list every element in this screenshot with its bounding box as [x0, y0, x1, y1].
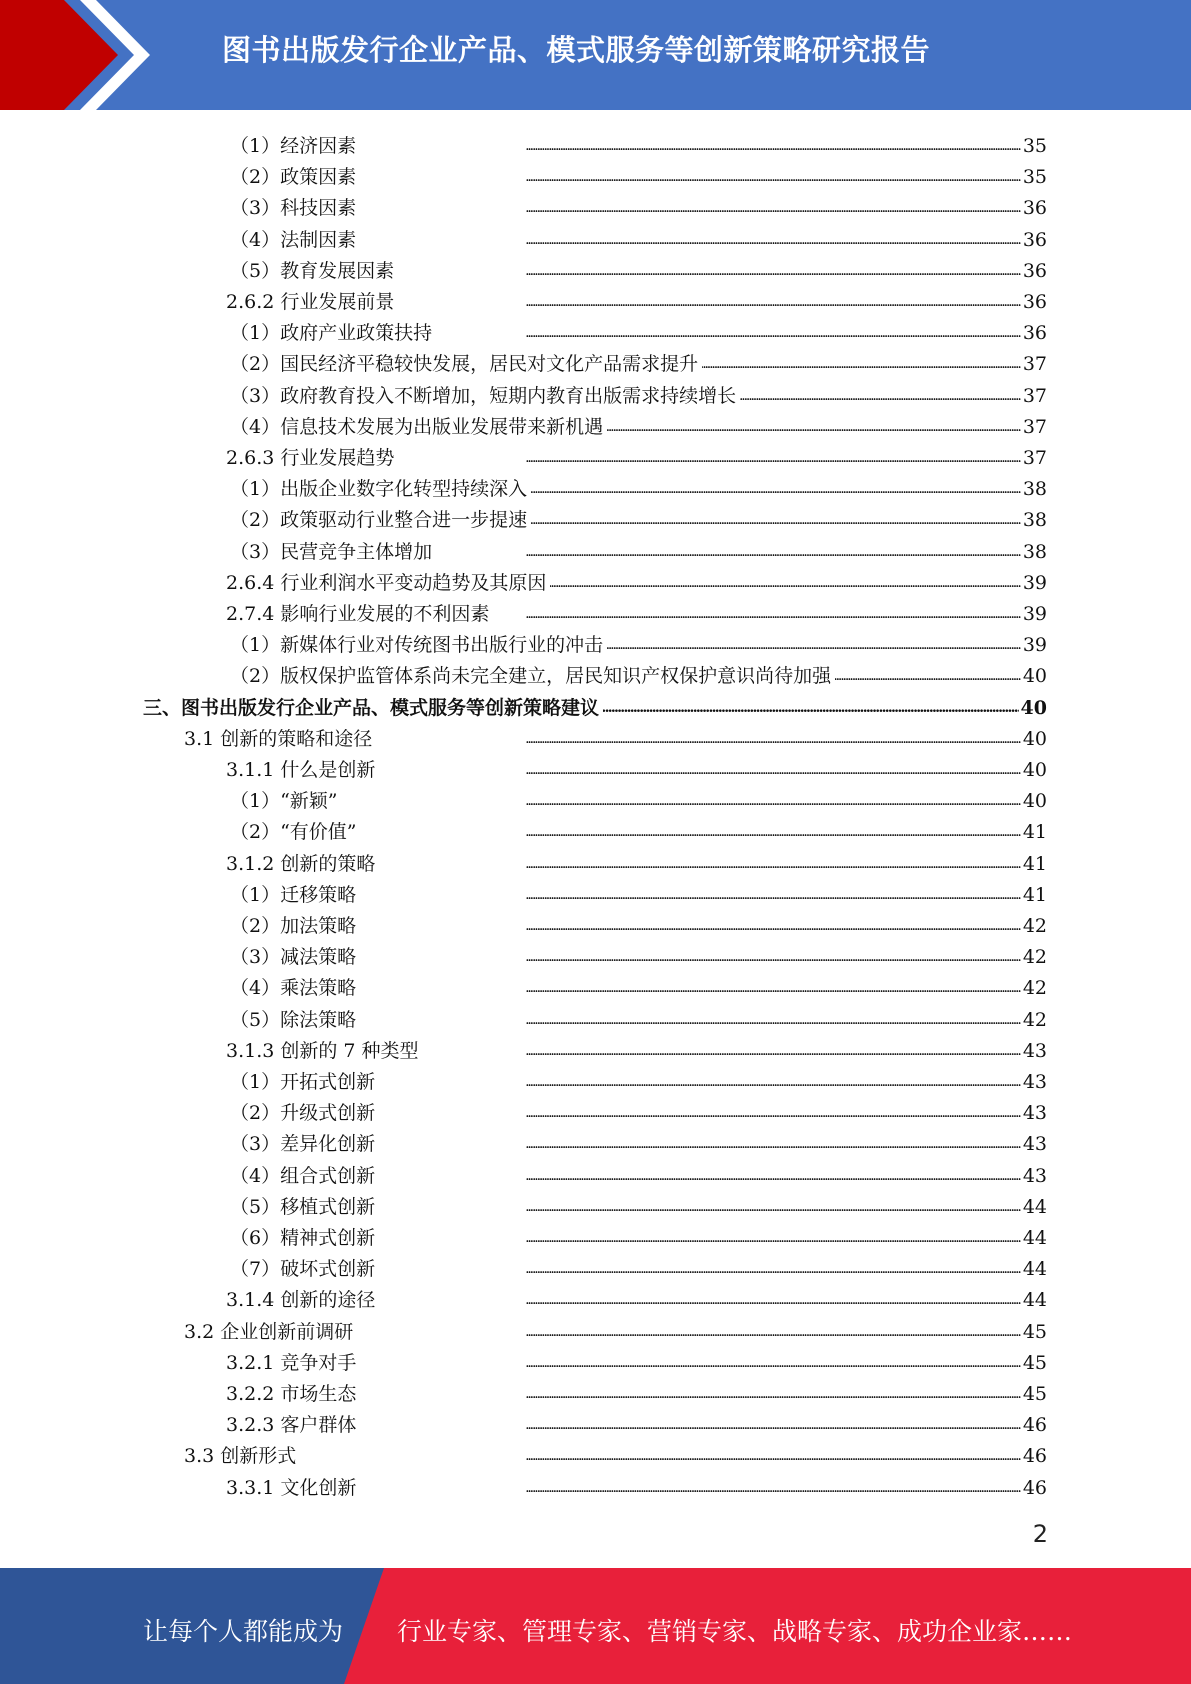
toc-entry-page: 37	[1022, 384, 1047, 407]
toc-dot-leader	[607, 633, 1021, 657]
toc-dot-leader	[379, 758, 1020, 782]
toc-entry-page: 45	[1022, 1320, 1047, 1343]
toc-dot-leader	[360, 976, 1021, 1000]
toc-entry-page: 44	[1022, 1289, 1047, 1312]
footer-slogan-right: 行业专家、管理专家、营销专家、战略专家、成功企业家……	[397, 1617, 1073, 1646]
toc-entry-title: （1）政府产业政策扶持	[230, 322, 433, 345]
toc-entry-title: （1）开拓式创新	[230, 1071, 376, 1093]
toc-entry-title: （3）差异化创新	[230, 1133, 376, 1156]
toc-entry-page: 41	[1022, 852, 1047, 875]
report-title: 图书出版发行企业产品、模式服务等创新策略研究报告	[222, 33, 931, 67]
toc-entry-page: 43	[1022, 1071, 1047, 1093]
toc-dot-leader	[379, 1070, 1021, 1094]
toc-entry-page: 42	[1022, 946, 1047, 969]
toc-entry-title: （3）民营竞争主体增加	[230, 540, 433, 563]
toc-entry-page: 46	[1022, 1445, 1047, 1468]
toc-entry[interactable]	[226, 845, 1047, 876]
toc-entry[interactable]	[184, 1313, 1047, 1344]
toc-dot-leader	[360, 228, 1021, 252]
toc-entry-page: 43	[1022, 1102, 1047, 1125]
toc-dot-leader	[360, 1413, 1020, 1437]
toc-entry-title: （2）政策因素	[230, 166, 357, 189]
toc-entry[interactable]	[230, 127, 1047, 158]
toc-entry-page: 35	[1022, 135, 1047, 157]
toc-dot-leader	[360, 1476, 1020, 1500]
toc-entry-page: 38	[1022, 478, 1047, 501]
toc-entry-title: （4）法制因素	[230, 228, 357, 251]
toc-entry-title: （4）乘法策略	[230, 977, 357, 1000]
toc-dot-leader	[436, 540, 1021, 564]
toc-dot-leader	[423, 1039, 1021, 1063]
toc-dot-leader	[379, 1195, 1021, 1219]
toc-dot-leader	[531, 477, 1021, 501]
toc-dot-leader	[360, 165, 1021, 189]
toc-entry-title: （3）科技因素	[230, 197, 357, 220]
toc-entry-title: （2）加法策略	[230, 915, 357, 937]
toc-entry-page: 41	[1022, 821, 1047, 844]
toc-entry[interactable]	[230, 626, 1047, 657]
toc-entry-title: （5）教育发展因素	[230, 259, 395, 282]
toc-entry-title: 2.7.4 影响行业发展的不利因素	[226, 603, 490, 625]
toc-entry[interactable]	[230, 314, 1047, 345]
toc-entry[interactable]	[143, 689, 1047, 720]
toc-entry[interactable]	[230, 533, 1047, 564]
toc-entry-title: （2）国民经济平稳较快发展，居民对文化产品需求提升	[230, 353, 699, 376]
toc-entry[interactable]	[184, 720, 1047, 751]
toc-entry-title: （2）升级式创新	[230, 1102, 376, 1125]
toc-entry-page: 42	[1022, 1008, 1047, 1031]
toc-dot-leader	[603, 696, 1019, 720]
toc-entry-title: 3.3 创新形式	[184, 1445, 297, 1468]
page-header	[0, 0, 1191, 110]
toc-entry[interactable]	[230, 938, 1047, 969]
footer-slogan-left: 让每个人都能成为	[143, 1617, 344, 1646]
header-chevron-icon	[0, 0, 160, 110]
toc-entry-page: 36	[1022, 228, 1047, 251]
toc-entry-page: 45	[1022, 1383, 1047, 1405]
toc-entry[interactable]	[230, 501, 1047, 532]
toc-entry-page: 40	[1022, 665, 1047, 688]
toc-entry-title: （3）政府教育投入不断增加，短期内教育出版需求持续增长	[230, 384, 737, 407]
toc-dot-leader	[360, 134, 1021, 158]
toc-entry-title: （5）移植式创新	[230, 1195, 376, 1218]
toc-entry-page: 40	[1020, 696, 1047, 719]
toc-entry[interactable]	[230, 876, 1047, 907]
toc-dot-leader	[360, 196, 1021, 220]
toc-entry[interactable]	[230, 657, 1047, 688]
toc-entry-title: （1）出版企业数字化转型持续深入	[230, 478, 528, 501]
toc-entry-page: 38	[1022, 509, 1047, 532]
toc-entry[interactable]	[230, 1157, 1047, 1188]
toc-entry-title: 3.1.2 创新的策略	[226, 852, 376, 875]
toc-dot-leader	[379, 1226, 1021, 1250]
toc-entry-page: 37	[1022, 415, 1047, 438]
toc-dot-leader	[376, 727, 1021, 751]
toc-entry-title: 三、图书出版发行企业产品、模式服务等创新策略建议	[143, 696, 600, 719]
toc-entry-title: （7）破坏式创新	[230, 1258, 376, 1281]
toc-entry-page: 41	[1022, 883, 1047, 906]
toc-entry-page: 43	[1022, 1133, 1047, 1156]
toc-entry-page: 46	[1022, 1414, 1047, 1437]
toc-entry-title: （1）迁移策略	[230, 883, 357, 906]
toc-dot-leader	[300, 1444, 1021, 1468]
toc-entry[interactable]	[184, 1437, 1047, 1468]
toc-entry-page: 36	[1022, 322, 1047, 345]
toc-entry[interactable]	[230, 782, 1047, 813]
toc-entry[interactable]	[230, 158, 1047, 189]
toc-dot-leader	[361, 820, 1021, 844]
toc-entry[interactable]	[226, 439, 1047, 470]
toc-entry[interactable]	[226, 1032, 1047, 1063]
toc-entry-title: （5）除法策略	[230, 1008, 357, 1031]
toc-entry[interactable]	[230, 813, 1047, 844]
toc-entry-title: 3.1 创新的策略和途径	[184, 727, 373, 750]
toc-entry[interactable]	[226, 1406, 1047, 1437]
toc-entry-page: 39	[1022, 634, 1047, 657]
toc-dot-leader	[379, 1288, 1020, 1312]
toc-entry-title: 3.2 企业创新前调研	[184, 1320, 354, 1343]
toc-dot-leader	[398, 290, 1020, 314]
toc-entry-page: 39	[1022, 603, 1047, 625]
toc-entry-page: 35	[1022, 166, 1047, 189]
toc-entry-page: 44	[1022, 1195, 1047, 1218]
toc-dot-leader	[360, 883, 1021, 907]
toc-entry-title: 3.2.1 竞争对手	[226, 1351, 357, 1374]
toc-entry[interactable]	[226, 595, 1047, 626]
toc-entry-page: 36	[1022, 197, 1047, 220]
toc-dot-leader	[740, 384, 1021, 408]
toc-dot-leader	[360, 1008, 1021, 1032]
toc-entry[interactable]	[230, 252, 1047, 283]
toc-dot-leader	[357, 1320, 1021, 1344]
toc-entry-title: （4）组合式创新	[230, 1164, 376, 1187]
toc-entry-title: （2）政策驱动行业整合进一步提速	[230, 509, 528, 532]
toc-entry-page: 40	[1022, 790, 1047, 813]
toc-dot-leader	[607, 415, 1021, 439]
toc-dot-leader	[379, 1101, 1021, 1125]
toc-entry-page: 44	[1022, 1227, 1047, 1249]
toc-entry-title: 3.1.4 创新的途径	[226, 1289, 376, 1312]
toc-dot-leader	[379, 1164, 1021, 1188]
toc-entry[interactable]	[230, 1125, 1047, 1156]
toc-dot-leader	[436, 321, 1021, 345]
toc-entry-title: （1）“新颖”	[230, 790, 338, 813]
toc-entry[interactable]	[226, 1281, 1047, 1312]
toc-entry[interactable]	[230, 221, 1047, 252]
toc-entry[interactable]	[226, 564, 1047, 595]
toc-entry[interactable]	[230, 1188, 1047, 1219]
toc-entry[interactable]	[230, 377, 1047, 408]
toc-entry-title: 3.3.1 文化创新	[226, 1476, 357, 1499]
toc-entry[interactable]	[226, 1469, 1047, 1500]
toc-entry-page: 37	[1022, 353, 1047, 376]
page-number: 2	[1032, 1520, 1048, 1548]
toc-entry[interactable]	[230, 408, 1047, 439]
toc-entry-title: （6）精神式创新	[230, 1227, 376, 1249]
toc-dot-leader	[360, 1382, 1020, 1406]
toc-dot-leader	[379, 1132, 1021, 1156]
toc-entry-page: 40	[1022, 727, 1047, 750]
toc-entry-title: （2）版权保护监管体系尚未完全建立，居民知识产权保护意识尚待加强	[230, 665, 832, 688]
toc-entry[interactable]	[226, 283, 1047, 314]
toc-entry-title: 2.6.3 行业发展趋势	[226, 447, 395, 469]
toc-entry-page: 39	[1022, 571, 1047, 594]
toc-dot-leader	[550, 571, 1020, 595]
toc-entry-page: 38	[1022, 540, 1047, 563]
toc-entry-title: 3.2.2 市场生态	[226, 1383, 357, 1405]
toc-entry-title: 3.1.1 什么是创新	[226, 759, 376, 781]
toc-dot-leader	[360, 914, 1021, 938]
toc-dot-leader	[835, 664, 1021, 688]
toc-entry[interactable]	[226, 751, 1047, 782]
toc-entry[interactable]	[226, 1375, 1047, 1406]
toc-dot-leader	[398, 259, 1021, 283]
toc-dot-leader	[342, 789, 1021, 813]
toc-entry[interactable]	[230, 1250, 1047, 1281]
toc-entry[interactable]	[230, 470, 1047, 501]
toc-entry-title: （4）信息技术发展为出版业发展带来新机遇	[230, 415, 604, 438]
toc-entry-page: 36	[1022, 291, 1047, 313]
toc-entry-page: 37	[1022, 447, 1047, 469]
toc-dot-leader	[379, 1257, 1021, 1281]
toc-dot-leader	[360, 1351, 1020, 1375]
toc-entry-page: 43	[1022, 1164, 1047, 1187]
toc-entry-title: （1）新媒体行业对传统图书出版行业的冲击	[230, 634, 604, 657]
toc-entry[interactable]	[230, 969, 1047, 1000]
toc-entry[interactable]	[230, 345, 1047, 376]
toc-entry[interactable]	[230, 1219, 1047, 1250]
toc-entry[interactable]	[230, 1001, 1047, 1032]
toc-entry[interactable]	[226, 1344, 1047, 1375]
toc-entry[interactable]	[230, 1063, 1047, 1094]
toc-entry-page: 44	[1022, 1258, 1047, 1281]
toc-entry-page: 42	[1022, 977, 1047, 1000]
toc-entry-page: 43	[1022, 1039, 1047, 1062]
toc-entry-page: 40	[1022, 759, 1047, 781]
toc-entry-page: 36	[1022, 259, 1047, 282]
toc-entry-page: 42	[1022, 915, 1047, 937]
toc-entry-page: 46	[1022, 1476, 1047, 1499]
toc-entry[interactable]	[230, 907, 1047, 938]
toc-entry-title: （1）经济因素	[230, 135, 357, 157]
toc-dot-leader	[702, 352, 1021, 376]
toc-dot-leader	[398, 446, 1020, 470]
toc-entry-page: 45	[1022, 1351, 1047, 1374]
toc-entry-title: 2.6.2 行业发展前景	[226, 291, 395, 313]
toc-entry[interactable]	[230, 189, 1047, 220]
toc-entry-title: 2.6.4 行业利润水平变动趋势及其原因	[226, 571, 547, 594]
toc-dot-leader	[493, 602, 1020, 626]
toc-entry-title: （3）减法策略	[230, 946, 357, 969]
toc-entry[interactable]	[230, 1094, 1047, 1125]
toc-entry-title: 3.2.3 客户群体	[226, 1414, 357, 1437]
toc-dot-leader	[360, 945, 1021, 969]
toc-dot-leader	[531, 508, 1021, 532]
toc-entry-title: （2）“有价值”	[230, 821, 357, 844]
toc-dot-leader	[379, 852, 1020, 876]
page-footer	[0, 1568, 1191, 1684]
toc-entry-title: 3.1.3 创新的 7 种类型	[226, 1039, 419, 1062]
